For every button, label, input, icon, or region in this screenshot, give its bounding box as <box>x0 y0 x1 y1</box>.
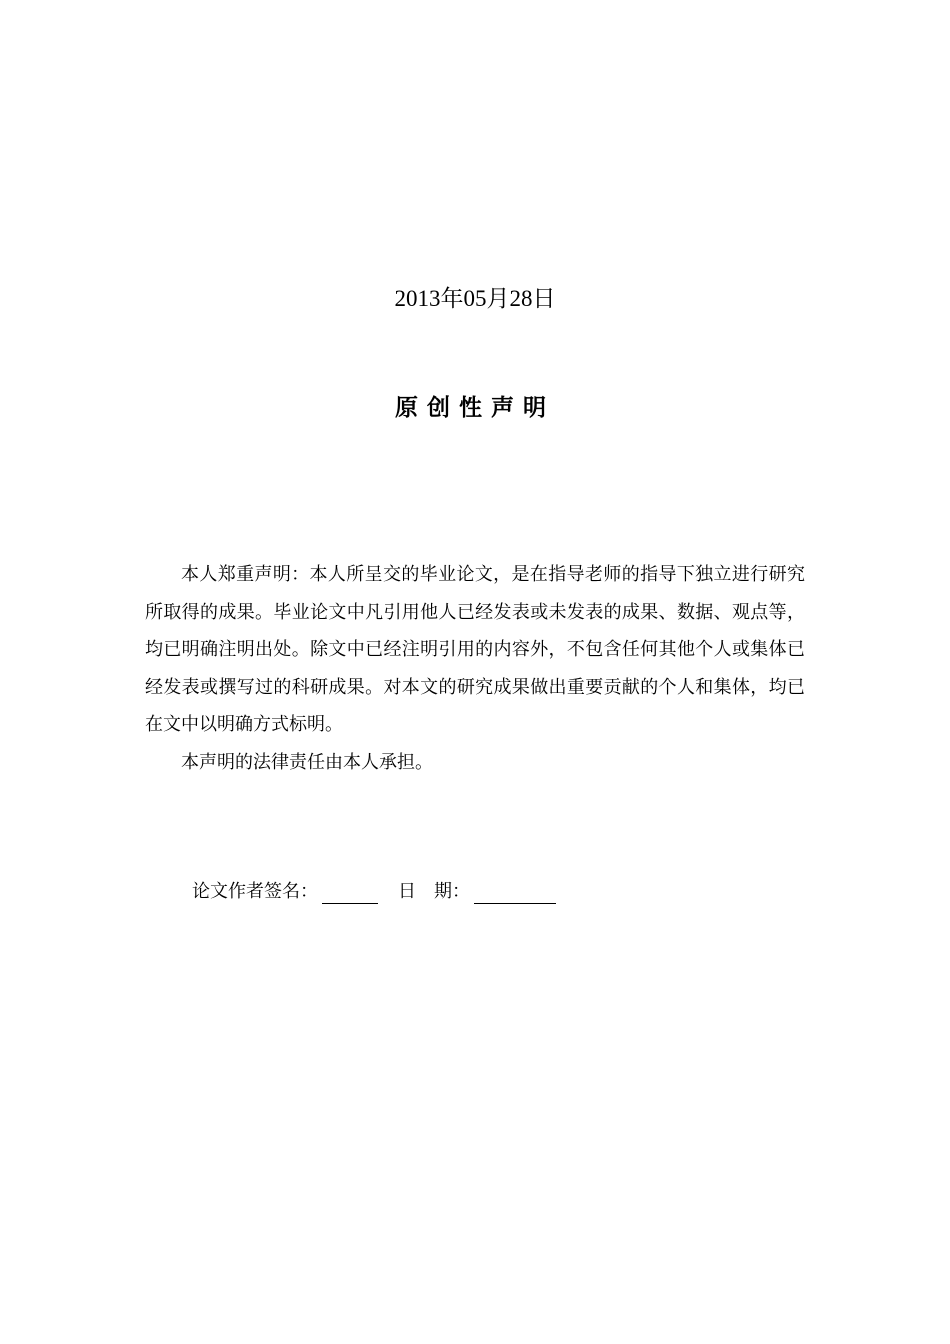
signature-date-label: 日 期： <box>398 881 470 902</box>
declaration-paragraph: 本人郑重声明：本人所呈交的毕业论文，是在指导老师的指导下独立进行研究所取得的成果。毕业论文中凡引用他人已经发表或未发表的成果、数据、观点等，均已明确注明出处。除文中已经注明引用的内容外，不包含任何其他个人或集体已经发表或撰写过的科研成果。对本文的研究成果做出重要贡献的个人和集体，均已在文中以明确方式标明。 <box>145 564 805 735</box>
author-signature-field[interactable] <box>322 881 378 904</box>
author-signature-label: 论文作者签名： <box>192 881 318 902</box>
declaration-body <box>145 556 805 781</box>
document-date: 2013年05月28日 <box>394 286 556 311</box>
signature-date-field[interactable] <box>474 881 556 904</box>
page-title: 原创性声明 <box>395 395 555 421</box>
declaration-paragraph: 本声明的法律责任由本人承担。 <box>181 751 433 773</box>
signature-line <box>192 876 556 908</box>
